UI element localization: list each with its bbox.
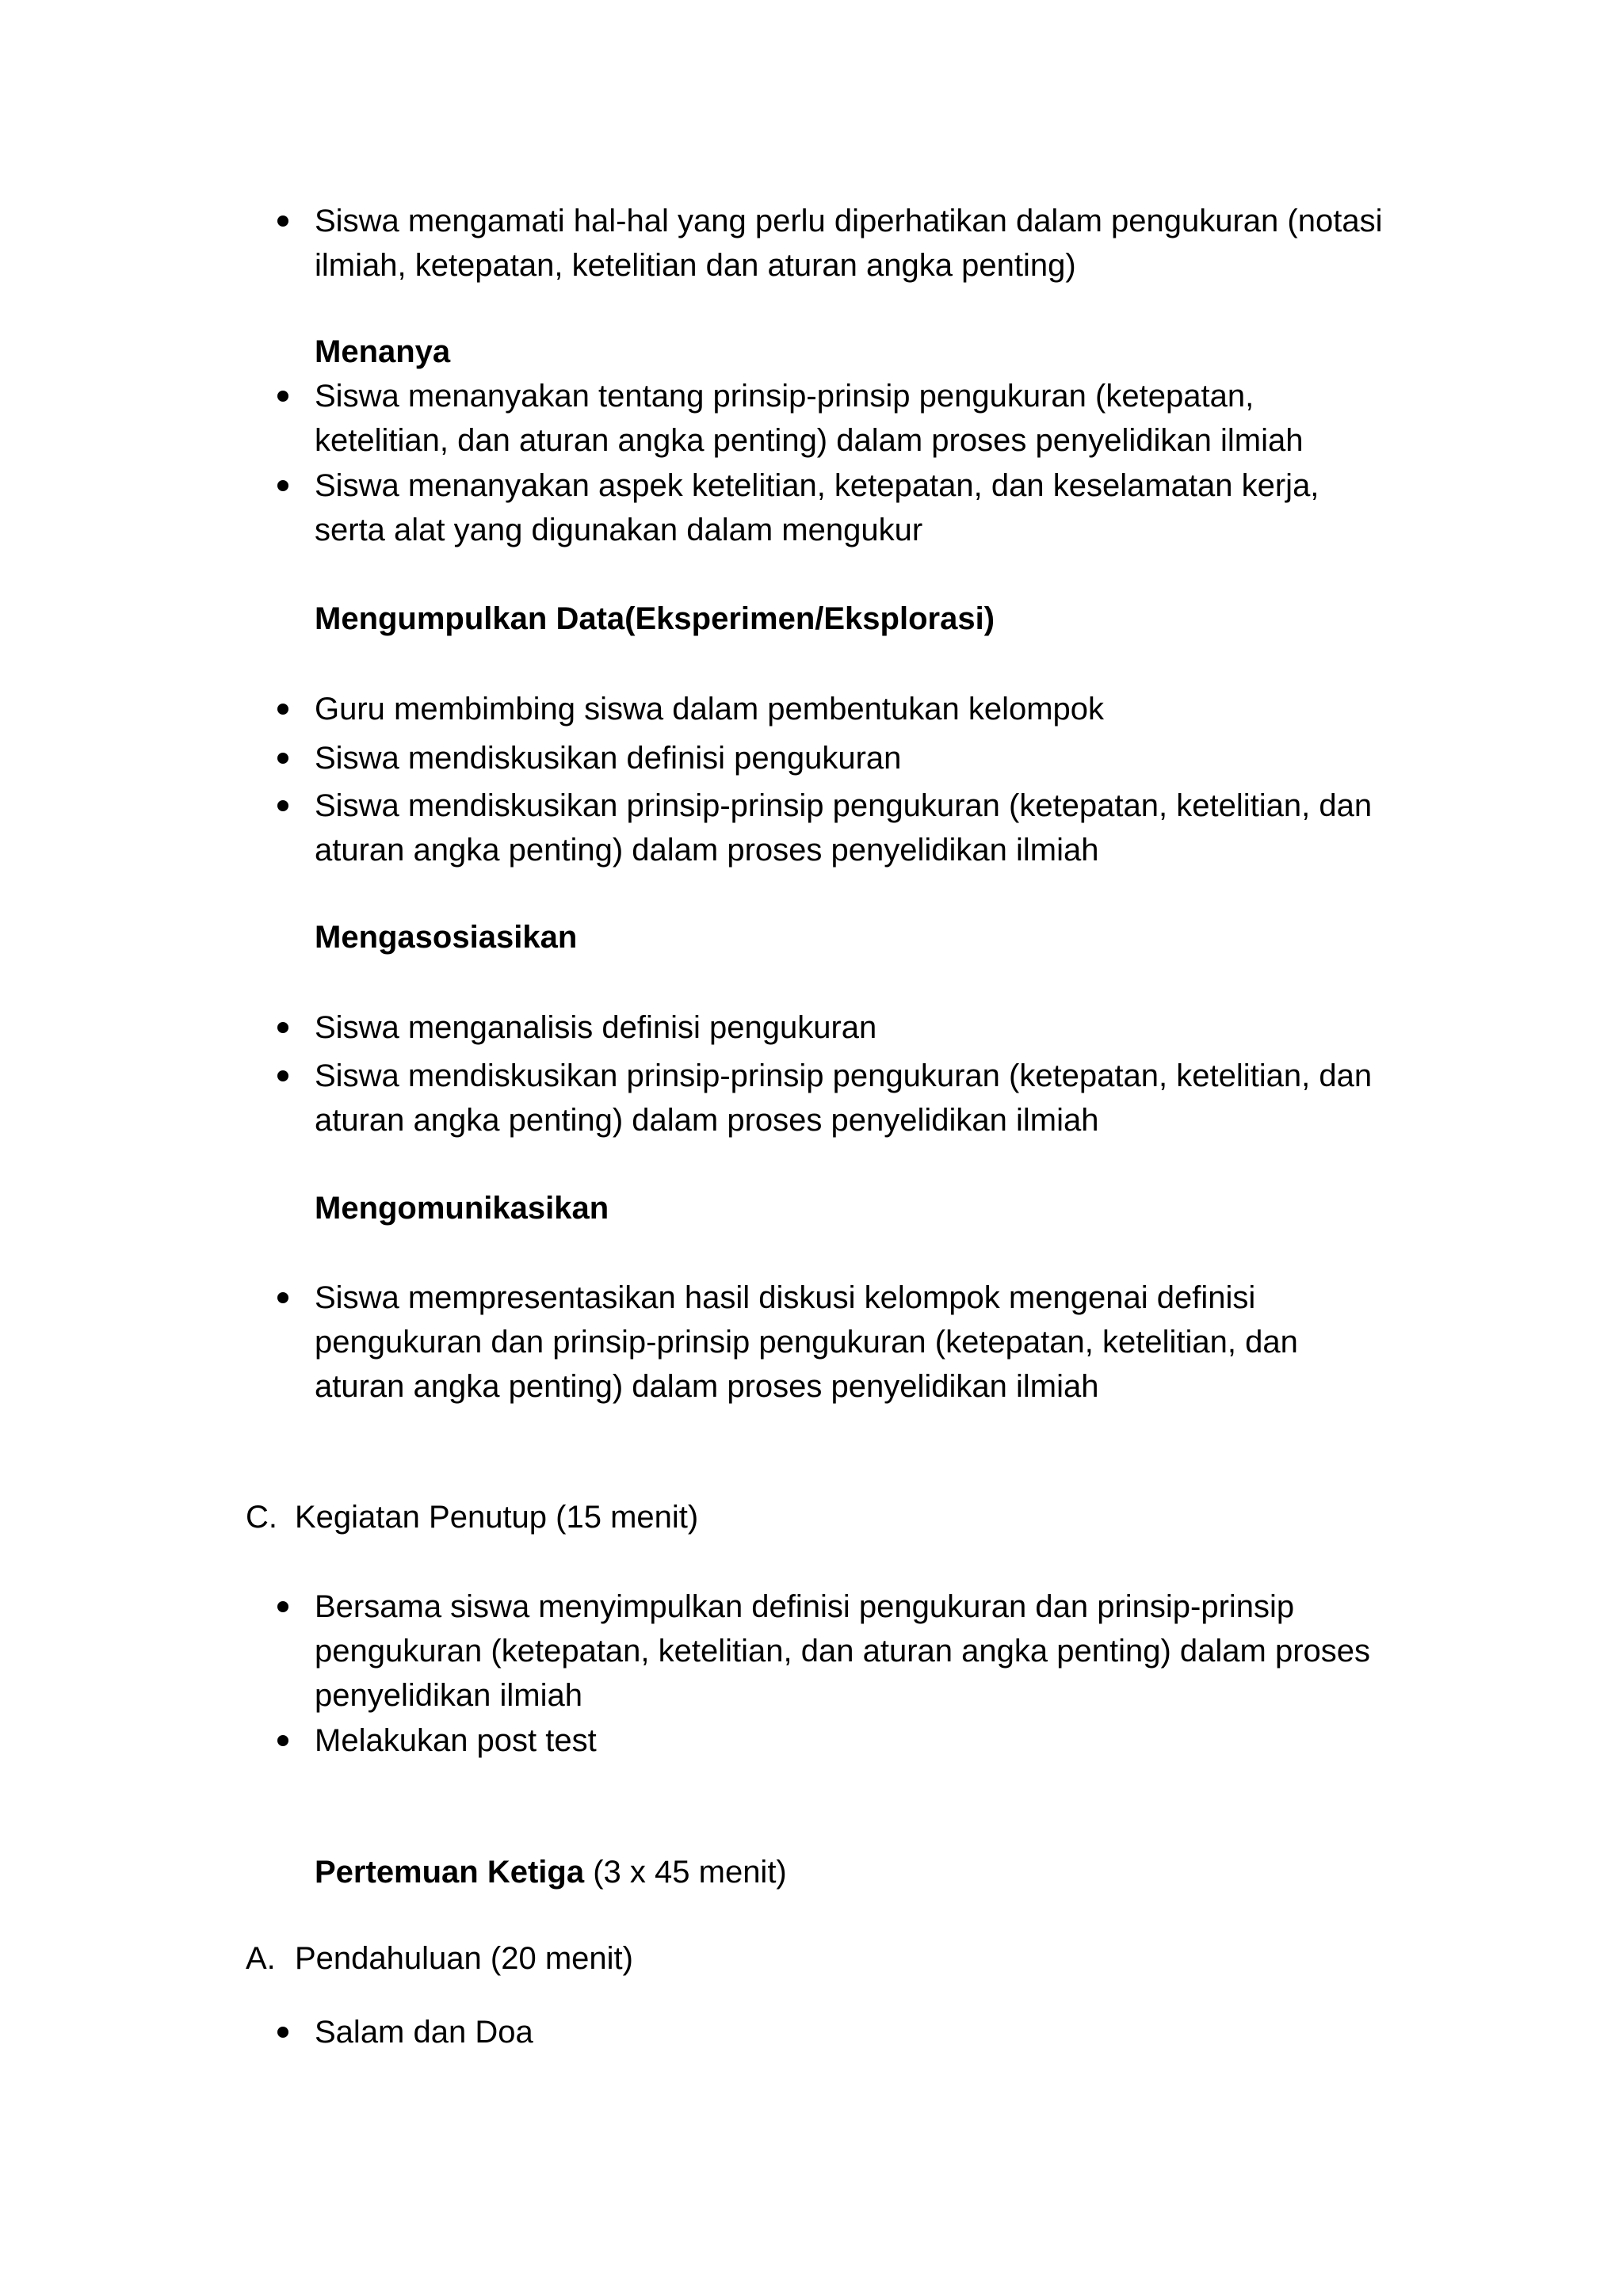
- bullet-dot: [277, 1292, 288, 1303]
- bullet-dot: [277, 704, 288, 715]
- section-marker: A.: [246, 1941, 276, 1976]
- list-item-text: Melakukan post test: [315, 1723, 597, 1758]
- bullet-dot: [277, 1070, 288, 1081]
- list-item-text: serta alat yang digunakan dalam mengukur: [315, 513, 923, 547]
- list-item-text: penyelidikan ilmiah: [315, 1678, 582, 1713]
- section-pendahuluan: [246, 1936, 633, 1981]
- bullet-dot: [277, 2027, 288, 2038]
- list-item-text: pengukuran (ketepatan, ketelitian, dan aturan angka penting) dalam proses: [315, 1634, 1371, 1669]
- bullet-dot: [277, 480, 288, 491]
- heading-mengomunikasikan: Mengomunikasikan: [315, 1191, 609, 1226]
- list-item-text: aturan angka penting) dalam proses penyelidikan ilmiah: [315, 1103, 1099, 1138]
- section-marker: C.: [246, 1500, 277, 1535]
- pertemuan-duration: (3 x 45 menit): [584, 1855, 787, 1890]
- list-item-text: Siswa mempresentasikan hasil diskusi kelompok mengenai definisi: [315, 1280, 1256, 1315]
- bullet-dot: [277, 1601, 288, 1612]
- bullet-dot: [277, 215, 288, 227]
- list-item-text: pengukuran dan prinsip-prinsip pengukuran (ketepatan, ketelitian, dan: [315, 1325, 1298, 1360]
- bullet-dot: [277, 800, 288, 811]
- section-kegiatan-penutup: [246, 1495, 698, 1539]
- heading-mengumpulkan-data: Mengumpulkan Data(Eksperimen/Eksplorasi): [315, 601, 995, 636]
- list-item-text: Siswa mendiskusikan prinsip-prinsip pengukuran (ketepatan, ketelitian, dan: [315, 1058, 1373, 1093]
- list-item-text: Siswa menganalisis definisi pengukuran: [315, 1010, 877, 1045]
- bullet-dot: [277, 1022, 288, 1033]
- bullet-dot: [277, 1735, 288, 1746]
- list-item-text: aturan angka penting) dalam proses penyelidikan ilmiah: [315, 1369, 1099, 1404]
- heading-pertemuan-ketiga: [315, 1850, 787, 1894]
- bullet-dot: [277, 753, 288, 764]
- list-item-text: Siswa mendiskusikan prinsip-prinsip pengukuran (ketepatan, ketelitian, dan: [315, 788, 1373, 823]
- bullet-dot: [277, 391, 288, 402]
- list-item-text: Guru membimbing siswa dalam pembentukan kelompok: [315, 692, 1105, 727]
- pertemuan-title: Pertemuan Ketiga: [315, 1855, 585, 1890]
- list-item-text: Siswa mengamati hal-hal yang perlu diperhatikan dalam pengukuran (notasi: [315, 204, 1383, 238]
- heading-menanya: Menanya: [315, 334, 451, 369]
- list-item-text: Siswa menanyakan aspek ketelitian, ketepatan, dan keselamatan kerja,: [315, 468, 1319, 503]
- list-item-text: ilmiah, ketepatan, ketelitian dan aturan angka penting): [315, 248, 1076, 283]
- heading-mengasosiasikan: Mengasosiasikan: [315, 920, 578, 955]
- section-title: Pendahuluan (20 menit): [295, 1941, 633, 1976]
- list-item-text: Bersama siswa menyimpulkan definisi pengukuran dan prinsip-prinsip: [315, 1589, 1295, 1624]
- list-item-text: Siswa menanyakan tentang prinsip-prinsip pengukuran (ketepatan,: [315, 379, 1254, 414]
- list-item-text: Siswa mendiskusikan definisi pengukuran: [315, 741, 902, 776]
- list-item-text: aturan angka penting) dalam proses penyelidikan ilmiah: [315, 833, 1099, 868]
- section-title: Kegiatan Penutup (15 menit): [295, 1500, 699, 1535]
- list-item-text: Salam dan Doa: [315, 2015, 533, 2050]
- list-item-text: ketelitian, dan aturan angka penting) dalam proses penyelidikan ilmiah: [315, 423, 1304, 458]
